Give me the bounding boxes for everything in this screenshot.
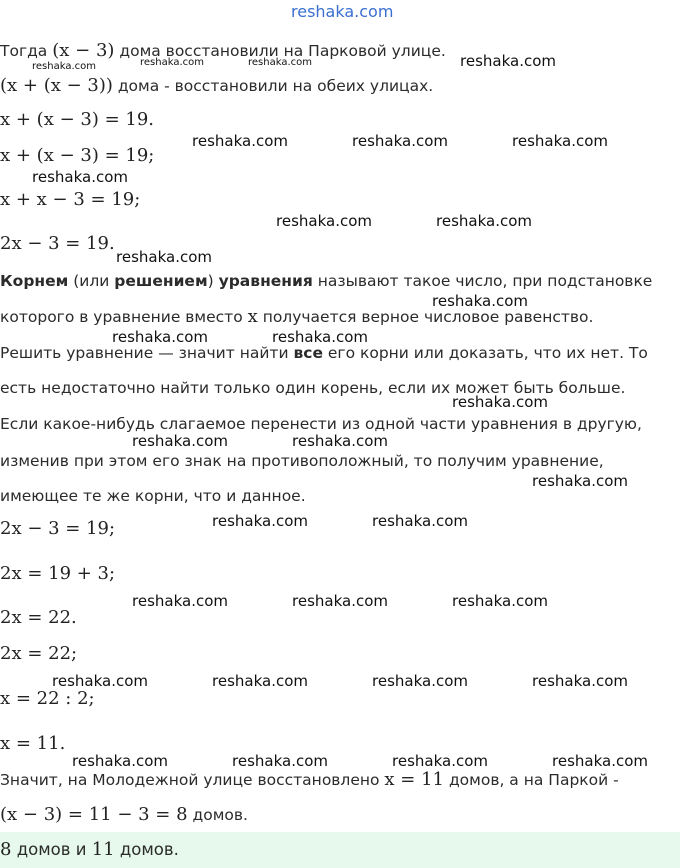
text: Решить уравнение — значит найти [0,344,294,362]
watermark: reshaka.com [460,52,556,70]
watermark: reshaka.com [116,248,212,266]
watermark: reshaka.com [112,328,208,346]
math: x [247,306,258,327]
definition-line-1 [0,270,652,292]
watermark: reshaka.com [32,61,96,72]
equation-10: x = 11. [0,733,66,754]
bold-term: все [293,344,323,362]
text: которого в уравнение вместо [0,308,248,326]
text: дома восстановили на Парковой улице. [114,42,446,60]
watermark: reshaka.com [212,672,308,690]
conclusion-line-1 [0,769,619,791]
equation-6: 2x = 19 + 3; [0,563,116,584]
watermark: reshaka.com [392,752,488,770]
math: (x − 3) [52,40,115,61]
watermark: reshaka.com [132,432,228,450]
watermark: reshaka.com [248,57,312,68]
equation-1: x + (x − 3) = 19. [0,109,155,130]
text: домов и [11,840,92,859]
watermark: reshaka.com [512,132,608,150]
rule-line-1: Если какое-нибудь слагаемое перенести из одной части уравнения в другую, [0,415,642,433]
math: (x + (x − 3)) [0,75,113,96]
watermark: reshaka.com [140,57,204,68]
watermark: reshaka.com [532,672,628,690]
watermark: reshaka.com [452,592,548,610]
header-watermark: reshaka.com [291,2,394,21]
text: домов. [114,840,179,859]
text: домов. [187,806,248,824]
text: домов, а на Паркой - [444,771,619,789]
text: дома - восстановили на обеих улицах. [112,77,434,95]
text: Тогда [0,42,53,60]
text: Значит, на Молодежной улице восстановлено [0,771,385,789]
equation-9: x = 22 : 2; [0,688,95,709]
watermark: reshaka.com [452,393,548,411]
rule-line-2: изменив при этом его знак на противоположный, то получим уравнение, [0,452,604,470]
math: 11 [91,839,115,860]
watermark: reshaka.com [212,512,308,530]
bold-term: уравнения [218,272,313,290]
watermark: reshaka.com [292,592,388,610]
watermark: reshaka.com [72,752,168,770]
watermark: reshaka.com [132,592,228,610]
line-both-streets [0,75,433,97]
text: называют такое число, при подстановке [312,272,653,290]
text: (или [68,272,115,290]
math: x = 11 [384,769,445,790]
watermark: reshaka.com [352,132,448,150]
math: 8 [0,839,12,860]
text: его корни или доказать, что их нет. То [322,344,648,362]
equation-2: x + (x − 3) = 19; [0,145,155,166]
watermark: reshaka.com [192,132,288,150]
watermark: reshaka.com [372,672,468,690]
watermark: reshaka.com [276,212,372,230]
watermark: reshaka.com [552,752,648,770]
text: ) [207,272,219,290]
equation-8: 2x = 22; [0,643,78,664]
equation-4: 2x − 3 = 19. [0,233,115,254]
answer-box [0,832,680,868]
rule-line-3: имеющее те же корни, что и данное. [0,487,306,505]
conclusion-line-2 [0,804,248,826]
watermark: reshaka.com [52,672,148,690]
equation-3: x + x − 3 = 19; [0,189,141,210]
definition-line-4: есть недостаточно найти только один корень, если их может быть больше. [0,379,626,397]
math: (x − 3) = 11 − 3 = 8 [0,804,188,825]
watermark: reshaka.com [372,512,468,530]
watermark: reshaka.com [272,328,368,346]
watermark: reshaka.com [292,432,388,450]
line-parkovaya [0,40,446,62]
watermark: reshaka.com [532,472,628,490]
answer-line [0,839,179,861]
text: получается верное числовое равенство. [257,308,594,326]
watermark: reshaka.com [432,292,528,310]
bold-term: Корнем [0,272,69,290]
watermark: reshaka.com [232,752,328,770]
equation-5: 2x − 3 = 19; [0,518,116,539]
bold-term: решением [114,272,208,290]
watermark: reshaka.com [436,212,532,230]
equation-7: 2x = 22. [0,607,77,628]
watermark: reshaka.com [32,168,128,186]
